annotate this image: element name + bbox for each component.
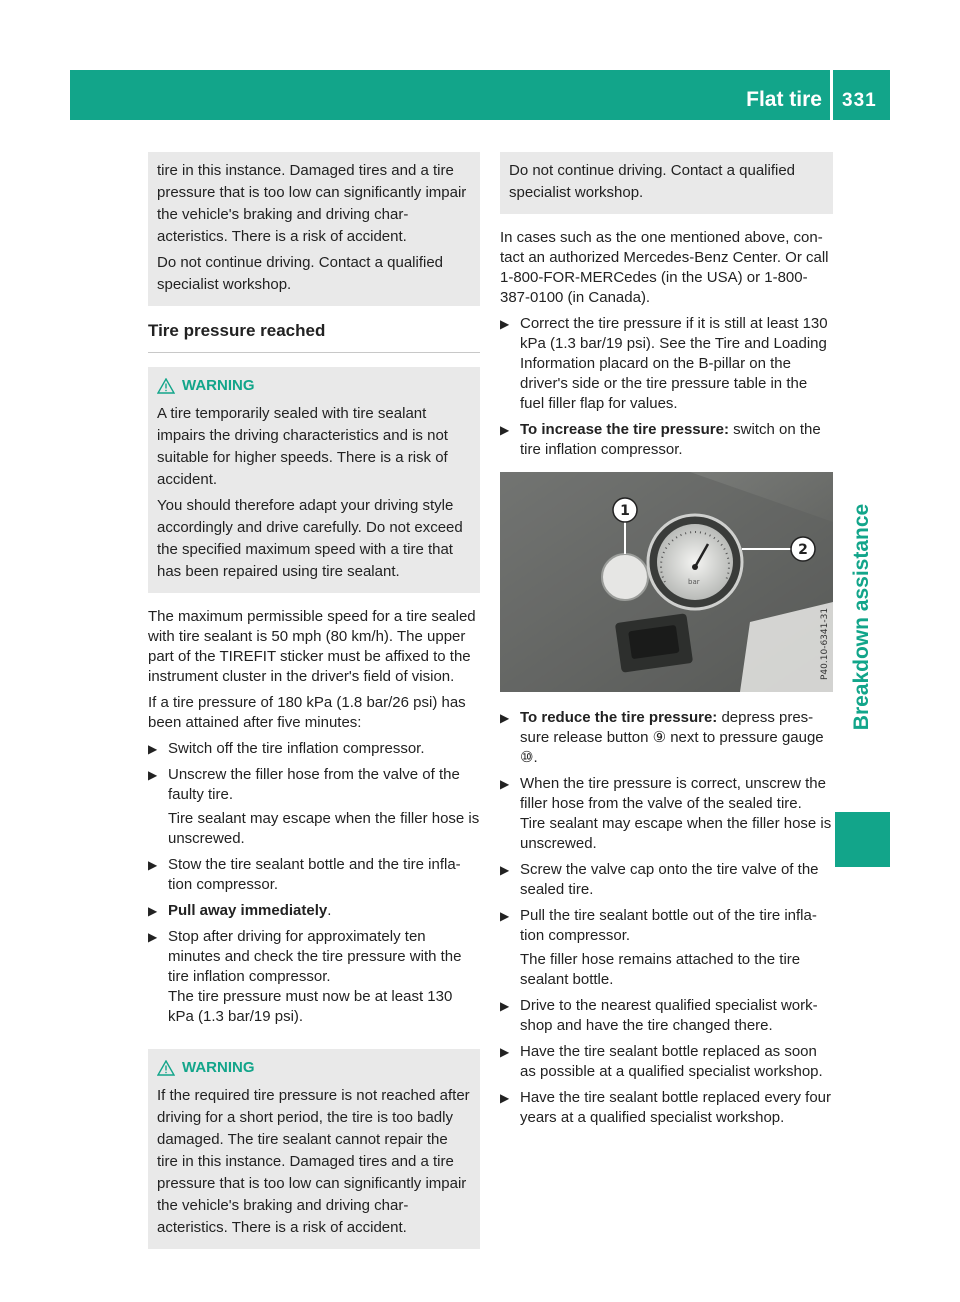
instruction-step [500,708,833,768]
instruction-step [148,739,480,759]
step-arrow-icon: ▶ [500,1091,510,1105]
page-title: Flat tire [746,88,822,111]
warning-title [157,1057,471,1079]
instruction-step [500,314,833,414]
warning-label: WARNING [182,377,255,394]
step-text: Switch off the tire inflation compressor. [168,740,425,757]
warning-text: If the required tire pressure is not reached after driving for a short period, the tire is too badly damaged. The tire sealant cannot repair the tire in this instance. Damaged tires and a tire pressure that is too low can significantly impair the vehicle's braking and driving char-acteristics. There is a risk of accident. [157,1087,470,1236]
step-text: depress pres-sure release button [520,709,814,746]
instruction-step [148,855,480,895]
gauge-10-reference: ⑩ [520,749,534,766]
step-note: The tire pressure must now be at least 130 kPa (1.3 bar/19 psi). [168,988,453,1025]
instruction-step [148,765,480,849]
step-text: Unscrew the filler hose from the valve of the faulty tire. [168,766,460,803]
step-text: Stop after driving for approximately ten minutes and check the tire pressure with the tire inflation compressor. [168,928,462,985]
page-number: 331 [842,90,877,111]
section-heading: Tire pressure reached [148,320,480,353]
step-bold-text: Pull away immediately [168,902,328,919]
instruction-step [500,774,833,854]
button-9-reference: ⑨ [652,729,667,746]
step-arrow-icon: ▶ [148,930,158,944]
warning-box [148,367,480,593]
chapter-marker [835,812,890,867]
step-text: Have the tire sealant bottle replaced as soon as possible at a qualified specialist workshop. [520,1043,823,1080]
instruction-step [500,1088,833,1128]
instruction-step [500,906,833,990]
warning-text: Do not continue driving. Contact a qualified specialist workshop. [509,162,796,201]
figure-code: P40.10-6341-31 [820,607,830,680]
instruction-step [500,1042,833,1082]
step-text: Screw the valve cap onto the tire valve of the sealed tire. [520,861,819,898]
body-paragraph: The maximum permissible speed for a tire sealed with tire sealant is 50 mph (80 km/h). The upper part of the TIREFIT sticker must be affixed to the instrument cluster in the driver's field of vision. [148,608,476,685]
instruction-step [500,420,833,460]
step-arrow-icon: ▶ [500,423,510,437]
step-arrow-icon: ▶ [148,742,158,756]
step-arrow-icon: ▶ [148,858,158,872]
step-arrow-icon: ▶ [500,777,510,791]
chapter-tab-label: Breakdown assistance [850,503,874,731]
step-text: Pull the tire sealant bottle out of the tire infla-tion compressor. [520,907,817,944]
step-arrow-icon: ▶ [500,863,510,877]
step-arrow-icon: ▶ [500,999,510,1013]
right-column [500,152,833,1134]
instruction-step [148,901,480,921]
instruction-step [500,996,833,1036]
callout-1-label: 1 [620,503,630,519]
warning-text: tire in this instance. Damaged tires and a tire pressure that is too low can significantly impair the vehicle's braking and driving char-acteristics. There is a risk of accident. [157,162,467,245]
step-bold-text: To reduce the tire pressure: [520,709,718,726]
step-note: Tire sealant may escape when the filler hose is unscrewed. [520,815,832,852]
step-text: . [533,749,538,766]
warning-triangle-icon [157,1060,175,1076]
gauge-unit-label: bar [688,578,700,586]
step-text: Have the tire sealant bottle replaced every four years at a qualified specialist workshop. [520,1089,832,1126]
left-column [148,152,480,1263]
header-separator [830,70,833,120]
callout-2-label: 2 [798,542,808,558]
compressor-illustration-svg [500,472,833,692]
step-arrow-icon: ▶ [148,768,158,782]
warning-label: WARNING [182,1059,255,1076]
step-text: switch on the tire inflation compressor. [520,421,821,458]
step-text: Stow the tire sealant bottle and the tire infla-tion compressor. [168,856,461,893]
step-text: Correct the tire pressure if it is still at least 130 kPa (1.3 bar/19 psi). See the Tire and Loading Information placard on the B-pillar on the driver's side or the tire pressure table in the fuel filler flap for values. [520,315,828,412]
warning-text: Do not continue driving. Contact a qualified specialist workshop. [157,254,444,293]
instruction-step [500,860,833,900]
warning-box [148,1049,480,1249]
step-text: Drive to the nearest qualified specialist work-shop and have the tire changed there. [520,997,818,1034]
body-paragraph: In cases such as the one mentioned above, con-tact an authorized Mercedes-Benz Center. Or call 1-800-FOR-MERCedes (in the USA) or 1-800-387-0100 (in Canada). [500,229,829,306]
step-bold-text: To increase the tire pressure: [520,421,729,438]
step-arrow-icon: ▶ [500,711,510,725]
warning-text: A tire temporarily sealed with tire sealant impairs the driving characteristics and is not suitable for higher speeds. There is a risk of accident. [157,405,448,488]
step-text: When the tire pressure is correct, unscrew the filler hose from the valve of the sealed tire. [520,775,826,812]
warning-title [157,375,471,397]
pressure-release-button [602,554,648,600]
step-arrow-icon: ▶ [500,317,510,331]
step-note: The filler hose remains attached to the tire sealant bottle. [520,951,801,988]
body-paragraph: If a tire pressure of 180 kPa (1.8 bar/26 psi) has been attained after five minutes: [148,694,466,731]
warning-text: You should therefore adapt your driving style accordingly and drive carefully. Do not exceed the specified maximum speed with a tire that has been repaired using tire sealant. [157,497,463,580]
step-note: Tire sealant may escape when the filler hose is unscrewed. [168,810,480,847]
step-text: . [327,902,332,919]
compressor-illustration [500,472,833,692]
warning-triangle-icon [157,378,175,394]
step-text: next to pressure gauge [666,729,824,746]
continued-warning-box [500,152,833,214]
step-arrow-icon: ▶ [500,909,510,923]
chapter-tab [835,503,890,731]
continued-warning-box [148,152,480,306]
instruction-step [148,927,480,1027]
step-arrow-icon: ▶ [500,1045,510,1059]
step-arrow-icon: ▶ [148,904,158,918]
